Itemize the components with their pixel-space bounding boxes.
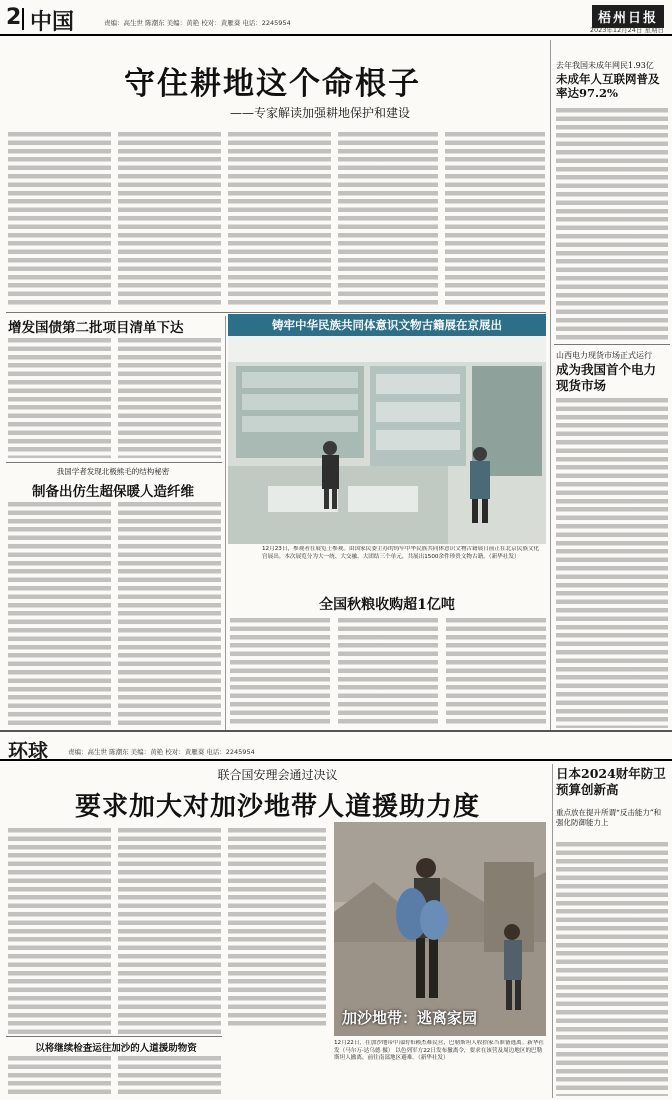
shanxi-headline: 成为我国首个电力现货市场	[556, 362, 657, 393]
page-number: 2	[6, 5, 22, 30]
article-text-block	[8, 132, 111, 307]
grain-headline: 全国秋粮收购超1亿吨	[319, 597, 455, 613]
section-rule	[6, 462, 222, 463]
section-rule	[554, 344, 670, 345]
page2-header	[0, 733, 672, 761]
israel-headline: 以将继续检查运往加沙的人道援助物资	[35, 1043, 197, 1054]
article-text-block	[445, 132, 545, 307]
internet-kicker: 去年我国未成年网民1.93亿	[556, 61, 654, 70]
lead-subheadline: ——专家解读加强耕地保护和建设	[229, 106, 410, 120]
fiber-kicker: 我国学者发现北极熊毛的结构秘密	[56, 467, 170, 476]
article-text-block	[556, 398, 668, 728]
column-rule	[550, 40, 551, 730]
article-text-block	[118, 502, 221, 727]
article-text-block	[118, 828, 221, 1034]
article-text-block	[228, 132, 331, 307]
editor-credits: 责编：高生世 陈潮东 美编：黄艳 校对：黄雁葵 电话：2245954	[104, 19, 291, 27]
exhibition-photo	[228, 336, 546, 544]
exhibition-caption: 12月23日，参观者在展览上参观。由国家民委主办的铸牢中华民族共同体意识文物古籍展日前正在北京民族文化宫展出。本次展览分为大一统、大交融、大团结三个单元，共展出1500余件珍贵文物古籍。（新华社发）	[262, 546, 540, 560]
article-text-block	[118, 338, 221, 458]
section-rule	[6, 1036, 222, 1037]
fiber-headline: 制备出仿生超保暖人造纤维	[32, 484, 194, 500]
gaza-caption: 12月22日，在加沙地带中部的布赖杰难民营，巴勒斯坦人收拾家当准备逃离。新华社发（马尔万·达乌德 摄） 以色列军方22日发布撤离令，要求在该营及周边地区的巴勒斯坦人撤离，前往南部地区避难。（新华社发）	[334, 1040, 545, 1062]
article-text-block	[228, 828, 326, 1028]
article-text-block	[8, 502, 111, 727]
column-rule	[552, 764, 553, 1098]
article-text-block	[556, 108, 668, 342]
page2-section-title: 环球	[8, 739, 48, 763]
page-divider	[0, 730, 672, 732]
japan-deck: 重点放在提升所谓“反击能力”和强化防御能力上	[556, 808, 662, 827]
section-title: 中国	[30, 10, 75, 35]
article-text-block	[556, 842, 668, 1096]
section-rule	[6, 312, 546, 313]
column-rule	[225, 316, 226, 730]
page2-editor-credits: 责编：高生世 陈潮东 美编：黄艳 校对：黄雁葵 电话：2245954	[68, 748, 255, 756]
article-text-block	[446, 618, 546, 726]
bonds-headline: 增发国债第二批项目清单下达	[8, 320, 184, 336]
article-text-block	[338, 618, 438, 726]
header-divider	[22, 8, 24, 30]
exhibition-illustration	[228, 336, 546, 544]
article-text-block	[338, 132, 438, 307]
gaza-photo-title: 加沙地带：逃离家园	[342, 1009, 478, 1027]
lead-headline: 守住耕地这个命根子	[124, 66, 421, 102]
article-text-block	[8, 1056, 111, 1098]
issue-date: 2023年12月24日 星期日	[589, 26, 664, 34]
shanxi-kicker: 山西电力现货市场正式运行	[556, 351, 652, 360]
article-text-block	[230, 618, 330, 726]
gaza-illustration	[334, 822, 546, 1036]
page-header	[0, 0, 672, 36]
article-text-block	[118, 1056, 221, 1098]
internet-headline: 未成年人互联网普及率达97.2%	[556, 72, 660, 100]
paper-logo: 梧州日报	[592, 5, 664, 28]
article-text-block	[118, 132, 221, 307]
gaza-headline: 要求加大对加沙地带人道援助力度	[74, 792, 480, 822]
exhibition-banner	[228, 314, 546, 336]
japan-headline: 日本2024财年防卫预算创新高	[556, 766, 666, 797]
gaza-kicker: 联合国安理会通过决议	[217, 768, 338, 782]
gaza-photo	[334, 822, 546, 1036]
exhibition-banner-text: 铸牢中华民族共同体意识文物古籍展在京展出	[272, 318, 502, 332]
article-text-block	[8, 338, 111, 458]
article-text-block	[8, 828, 111, 1034]
